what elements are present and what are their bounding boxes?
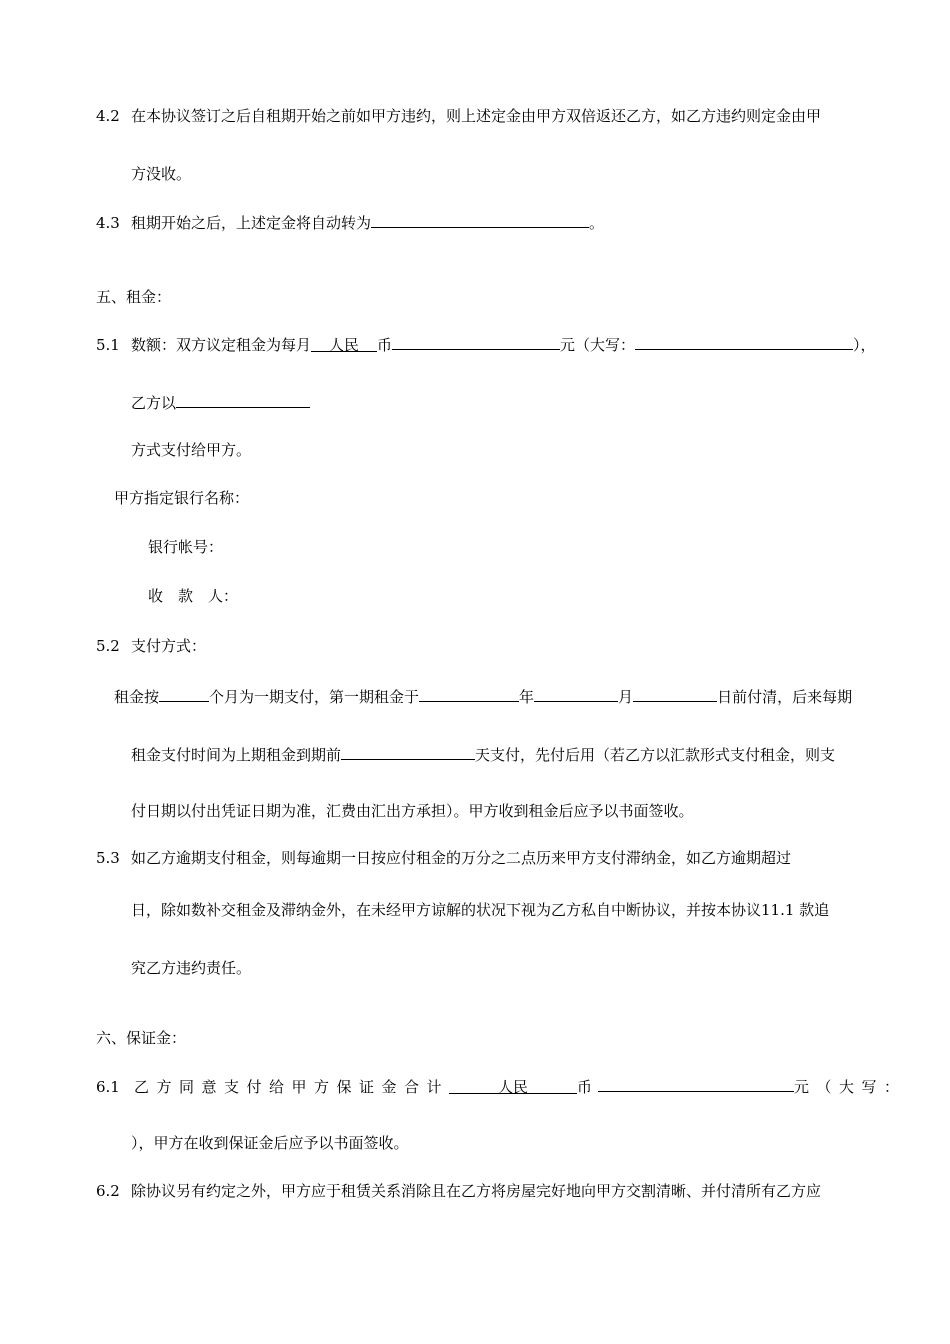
clause-text: 除协议另有约定之外，甲方应于租赁关系消除且在乙方将房屋完好地向甲方交割清晰、并付清所有乙方应 bbox=[131, 1182, 822, 1200]
clause-text: 天支付，先付后用（若乙方以汇款形式支付租金，则支 bbox=[475, 746, 836, 764]
bank-account-row bbox=[148, 537, 223, 557]
clause-text: ）， bbox=[853, 336, 876, 354]
clause-text: 支付方式： bbox=[131, 637, 207, 655]
clause-text: 租金按 bbox=[114, 688, 160, 706]
payee-row bbox=[148, 586, 238, 606]
clause-text: 币 bbox=[377, 336, 393, 354]
clause-5-1-line-3 bbox=[131, 440, 251, 460]
clause-text: ），甲方在收到保证金后应予以书面签收。 bbox=[131, 1134, 409, 1152]
clause-5-2-line-1 bbox=[114, 685, 852, 705]
clause-6-2-line-1 bbox=[96, 1181, 821, 1201]
clause-text: 乙方同意支付给甲方保证金合计 bbox=[134, 1078, 450, 1096]
clause-5-3-line-3 bbox=[131, 958, 251, 978]
clause-5-2-line-2 bbox=[131, 743, 835, 763]
clause-number: 5.3 bbox=[96, 849, 120, 867]
clause-text: 方式支付给甲方。 bbox=[131, 441, 252, 459]
clause-text: 日，除如数补交租金及滞纳金外，在未经甲方谅解的状况下视为乙方私自中断协议，并按本协议11.1 款追 bbox=[131, 901, 830, 919]
rent-amount-in-words-blank[interactable] bbox=[635, 333, 853, 350]
clause-text: 付日期以付出凭证日期为准，汇费由汇出方承担）。甲方收到租金后应予以书面签收。 bbox=[131, 802, 694, 820]
currency-blank[interactable]: 人民 bbox=[311, 335, 377, 352]
clause-6-1-line-2 bbox=[131, 1133, 409, 1153]
bank-name-label: 甲方指定银行名称： bbox=[114, 489, 250, 507]
clause-5-1-line-2 bbox=[131, 391, 310, 411]
deposit-amount-blank[interactable] bbox=[598, 1075, 794, 1092]
clause-text: 乙方以 bbox=[131, 394, 177, 412]
clause-text: 币 bbox=[577, 1078, 593, 1096]
clause-number: 5.1 bbox=[96, 336, 120, 354]
advance-days-blank[interactable] bbox=[341, 743, 475, 760]
clause-5-1-line-1 bbox=[96, 333, 876, 353]
clause-text: 在本协议签订之后自租期开始之前如甲方违约，则上述定金由甲方双倍返还乙方，如乙方违约则定金由甲 bbox=[131, 107, 822, 125]
first-payment-month-blank[interactable] bbox=[534, 685, 618, 702]
clause-text: 数额：双方议定租金为每月 bbox=[131, 336, 312, 354]
period-months-blank[interactable] bbox=[159, 685, 209, 702]
clause-4-3 bbox=[96, 211, 604, 231]
clause-5-2-heading bbox=[96, 636, 206, 656]
clause-number: 4.2 bbox=[96, 107, 120, 125]
clause-number: 6.1 bbox=[96, 1078, 120, 1096]
first-payment-day-blank[interactable] bbox=[633, 685, 717, 702]
clause-number: 5.2 bbox=[96, 637, 120, 655]
clause-5-3-line-2 bbox=[131, 900, 829, 920]
deposit-conversion-blank[interactable] bbox=[371, 211, 589, 228]
clause-text: 年 bbox=[519, 688, 535, 706]
clause-text: 。 bbox=[589, 214, 605, 232]
clause-4-2-line-1 bbox=[96, 106, 821, 126]
bank-name-row bbox=[114, 488, 249, 508]
clause-text: 元（大写： bbox=[794, 1078, 907, 1096]
clause-5-3-line-1 bbox=[96, 848, 791, 868]
clause-text: 究乙方违约责任。 bbox=[131, 959, 252, 977]
clause-number: 4.3 bbox=[96, 214, 120, 232]
clause-4-2-line-2 bbox=[131, 164, 191, 184]
section-heading: 五、租金： bbox=[96, 288, 172, 306]
currency-blank[interactable]: 人民 bbox=[449, 1077, 577, 1094]
section-heading: 六、保证金： bbox=[96, 1029, 187, 1047]
payment-method-blank[interactable] bbox=[176, 391, 310, 408]
clause-text: 日前付清，后来每期 bbox=[717, 688, 853, 706]
clause-6-1-line-1 bbox=[96, 1075, 907, 1095]
clause-text: 月 bbox=[618, 688, 634, 706]
clause-5-2-line-3 bbox=[131, 801, 694, 821]
section-5-heading bbox=[96, 287, 171, 307]
first-payment-year-blank[interactable] bbox=[419, 685, 519, 702]
clause-text: 如乙方逾期支付租金，则每逾期一日按应付租金的万分之二点历来甲方支付滞纳金，如乙方逾期超过 bbox=[131, 849, 792, 867]
clause-text: 元（大写： bbox=[560, 336, 636, 354]
monthly-rent-amount-blank[interactable] bbox=[392, 333, 560, 350]
clause-text: 租期开始之后，上述定金将自动转为 bbox=[131, 214, 372, 232]
clause-text: 租金支付时间为上期租金到期前 bbox=[131, 746, 342, 764]
payee-label: 收 款 人： bbox=[148, 587, 239, 605]
clause-text: 方没收。 bbox=[131, 165, 192, 183]
section-6-heading bbox=[96, 1028, 186, 1048]
clause-number: 6.2 bbox=[96, 1182, 120, 1200]
bank-account-label: 银行帐号： bbox=[148, 538, 224, 556]
clause-text: 个月为一期支付，第一期租金于 bbox=[209, 688, 420, 706]
